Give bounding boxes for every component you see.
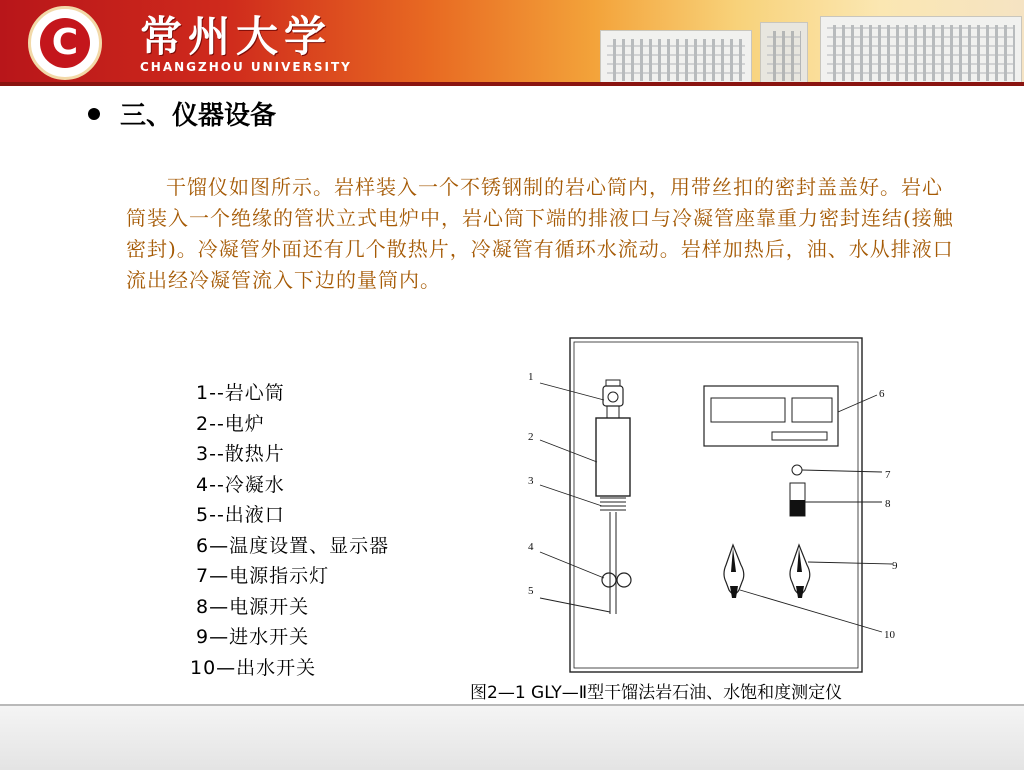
display-strip (772, 432, 827, 440)
callout-label: 3 (528, 475, 534, 487)
cabinet-frame (570, 338, 862, 672)
section-heading-text: 三、仪器设备 (120, 101, 277, 131)
callout-label: 6 (879, 388, 885, 400)
legend-item: 4--冷凝水 (196, 473, 285, 496)
cooling-water-outlet (617, 573, 631, 587)
callout-label: 10 (884, 629, 895, 641)
university-name-en: CHANGZHOU UNIVERSITY (140, 60, 352, 74)
legend-item: 10—出水开关 (190, 656, 317, 679)
callout-label: 8 (885, 498, 891, 510)
core-cap-knob (608, 392, 618, 402)
callout-label: 5 (528, 585, 534, 597)
core-neck (607, 406, 619, 418)
core-cap (606, 380, 620, 386)
cooling-water-inlet (602, 573, 616, 587)
callout-label: 9 (892, 560, 898, 572)
legend-item: 1--岩心筒 (196, 382, 285, 404)
legend-item: 9—进水开关 (196, 626, 310, 648)
university-name: 常州大学 (140, 12, 333, 61)
power-switch-toggle (790, 500, 805, 516)
display-screen-right (792, 398, 832, 422)
legend-item: 5--出液口 (196, 504, 285, 526)
power-indicator-light (792, 465, 802, 475)
callout-label: 7 (885, 469, 891, 481)
display-panel (704, 386, 838, 446)
callout-label: 1 (528, 371, 534, 383)
legend-item: 6—温度设置、显示器 (196, 534, 390, 557)
cabinet-inner-frame (574, 342, 858, 668)
callout-label: 4 (528, 541, 534, 553)
legend-item: 3--散热片 (196, 443, 285, 465)
core-cap-body (603, 386, 623, 406)
legend-item: 7—电源指示灯 (196, 565, 330, 587)
slide-footer (0, 704, 1024, 770)
figure-caption: 图2—1 GLY—Ⅱ型干馏法岩石油、水饱和度测定仪 (470, 683, 843, 703)
university-logo: C (28, 6, 102, 80)
callout-label: 2 (528, 431, 534, 443)
electric-furnace (596, 418, 630, 496)
legend-item: 2--电炉 (196, 412, 265, 435)
description-paragraph: 干馏仪如图所示。岩样装入一个不锈钢制的岩心筒内，用带丝扣的密封盖盖好。岩心筒装入一个绝缘的管状立式电炉中，岩心筒下端的排液口与冷凝管座靠重力密封连结(接触密封)。冷凝管外面还有几个散热片，冷凝管有循环水流动。岩样加热后，油、水从排液口流出经冷凝管流入下边的量筒内。 (126, 175, 954, 292)
legend-item: 8—电源开关 (196, 595, 310, 618)
display-screen-left (711, 398, 785, 422)
